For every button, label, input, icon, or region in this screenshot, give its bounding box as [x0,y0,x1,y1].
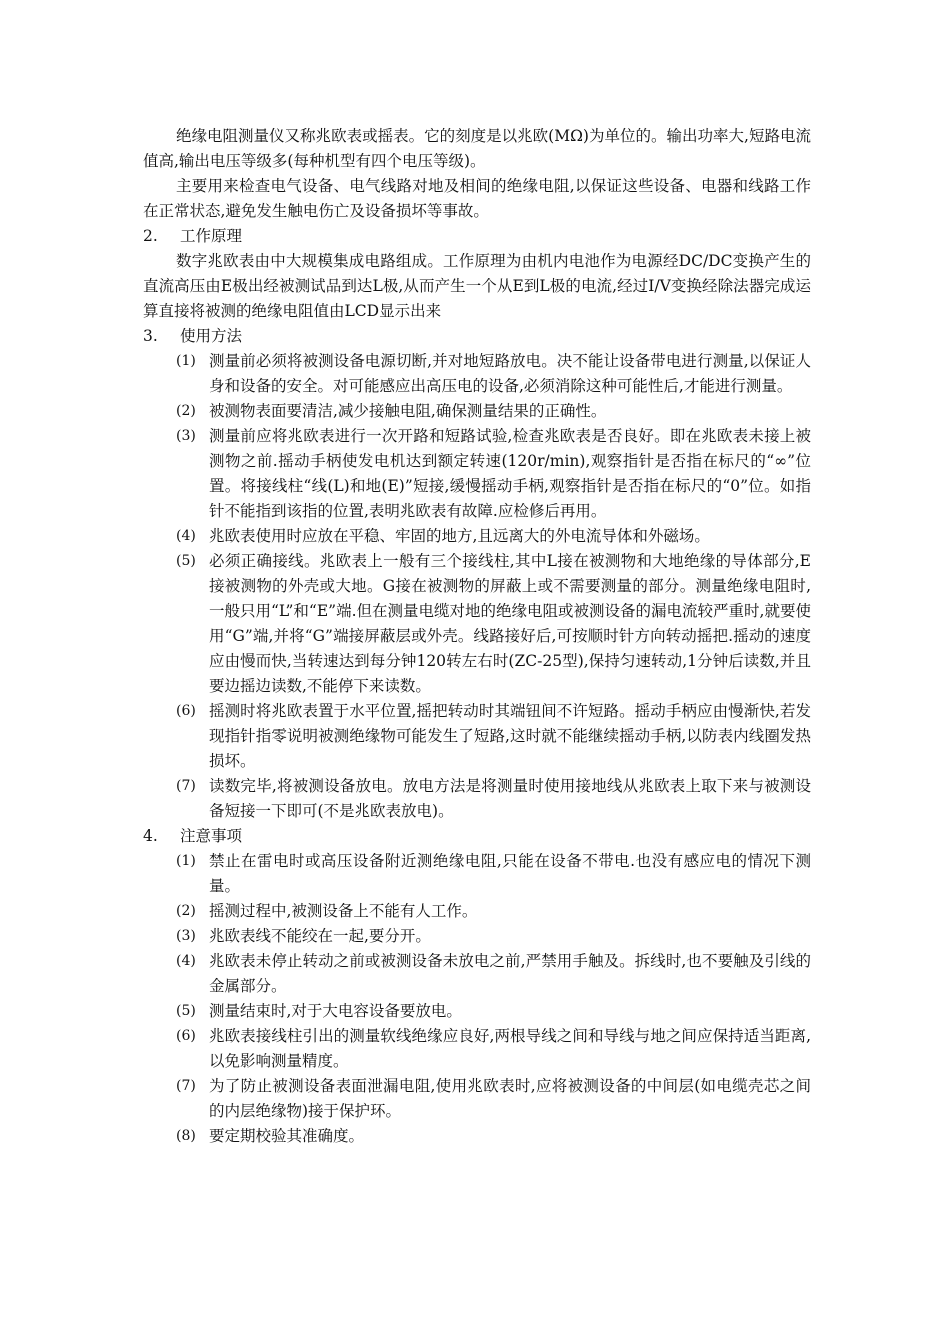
list-item [176,1074,811,1124]
item-text: 测量前应将兆欧表进行一次开路和短路试验,检查兆欧表是否良好。即在兆欧表未接上被测物之前.摇动手柄使发电机达到额定转速(120r/min),观察指针是否指在标尺的“∞”位置。将接线柱“线(L)和地(E)”短接,缓慢摇动手柄,观察指针是否指在标尺的“0”位。如指针不能指到该指的位置,表明兆欧表有故障.应检修后再用。 [209,427,811,520]
section-number: 3. [143,327,158,345]
item-number: (8) [176,1128,196,1144]
item-number: (5) [176,1003,196,1019]
item-number: (7) [176,778,196,794]
item-number: (4) [176,953,196,969]
item-text: 禁止在雷电时或高压设备附近测绝缘电阻,只能在设备不带电.也没有感应电的情况下测量。 [209,852,811,895]
item-number: (6) [176,703,196,719]
item-number: (5) [176,553,196,569]
list-item [176,849,811,899]
section-heading-precautions [143,824,811,849]
list-item [176,699,811,774]
list-item [176,1024,811,1074]
document-page [143,124,811,1149]
item-text: 摇测时将兆欧表置于水平位置,摇把转动时其端钮间不许短路。摇动手柄应由慢渐快,若发现指针指零说明被测绝缘物可能发生了短路,这时就不能继续摇动手柄,以防表内线圈发热损坏。 [209,702,811,770]
item-number: (1) [176,853,196,869]
item-number: (7) [176,1078,196,1094]
list-item [176,549,811,699]
list-item [176,1124,811,1149]
item-text: 兆欧表接线柱引出的测量软线绝缘应良好,两根导线之间和导线与地之间应保持适当距离,以免影响测量精度。 [209,1027,811,1070]
section-title: 使用方法 [180,327,243,345]
list-item [176,949,811,999]
item-text: 兆欧表使用时应放在平稳、牢固的地方,且远离大的外电流导体和外磁场。 [209,527,710,545]
list-item [176,524,811,549]
list-item [176,399,811,424]
precautions-list [143,849,811,1149]
list-item [176,424,811,524]
item-number: (3) [176,428,196,444]
item-text: 测量结束时,对于大电容设备要放电。 [209,1002,462,1020]
list-item [176,774,811,824]
item-number: (2) [176,903,196,919]
item-text: 兆欧表未停止转动之前或被测设备未放电之前,严禁用手触及。拆线时,也不要触及引线的金属部分。 [209,952,811,995]
item-text: 兆欧表线不能绞在一起,要分开。 [209,927,431,945]
item-text: 摇测过程中,被测设备上不能有人工作。 [209,902,478,920]
item-text: 要定期校验其准确度。 [209,1127,365,1145]
section-title: 工作原理 [180,227,243,245]
item-number: (3) [176,928,196,944]
usage-list [143,349,811,824]
section-heading-principle [143,224,811,249]
list-item [176,924,811,949]
section-number: 2. [143,227,158,245]
item-text: 为了防止被测设备表面泄漏电阻,使用兆欧表时,应将被测设备的中间层(如电缆壳芯之间的内层绝缘物)接于保护环。 [209,1077,811,1120]
list-item [176,899,811,924]
intro-paragraph-2: 主要用来检查电气设备、电气线路对地及相间的绝缘电阻,以保证这些设备、电器和线路工作在正常状态,避免发生触电伤亡及设备损坏等事故。 [143,177,811,220]
item-text: 必须正确接线。兆欧表上一般有三个接线柱,其中L接在被测物和大地绝缘的导体部分,E接被测物的外壳或大地。G接在被测物的屏蔽上或不需要测量的部分。测量绝缘电阻时,一般只用“L”和“E”端.但在测量电缆对地的绝缘电阻或被测设备的漏电流较严重时,就要使用“G”端,并将“G”端接屏蔽层或外壳。线路接好后,可按顺时针方向转动摇把.摇动的速度应由慢而快,当转速达到每分钟120转左右时(ZC-25型),保持匀速转动,1分钟后读数,并且要边摇边读数,不能停下来读数。 [209,552,811,695]
principle-paragraph: 数字兆欧表由中大规模集成电路组成。工作原理为由机内电池作为电源经DC/DC变换产生的直流高压由E极出经被测试品到达L极,从而产生一个从E到L极的电流,经过I/V变换经除法器完成运算直接将被测的绝缘电阻值由LCD显示出来 [143,252,811,320]
list-item [176,349,811,399]
item-text: 测量前必须将被测设备电源切断,并对地短路放电。决不能让设备带电进行测量,以保证人身和设备的安全。对可能感应出高压电的设备,必须消除这种可能性后,才能进行测量。 [209,352,811,395]
section-heading-usage [143,324,811,349]
intro-paragraph-1: 绝缘电阻测量仪又称兆欧表或摇表。它的刻度是以兆欧(MΩ)为单位的。输出功率大,短路电流值高,输出电压等级多(每种机型有四个电压等级)。 [143,127,811,170]
section-title: 注意事项 [180,827,243,845]
section-number: 4. [143,827,158,845]
item-text: 被测物表面要清洁,减少接触电阻,确保测量结果的正确性。 [209,402,607,420]
list-item [176,999,811,1024]
item-number: (1) [176,353,196,369]
item-number: (2) [176,403,196,419]
item-number: (6) [176,1028,196,1044]
item-text: 读数完毕,将被测设备放电。放电方法是将测量时使用接地线从兆欧表上取下来与被测设备短接一下即可(不是兆欧表放电)。 [209,777,811,820]
item-number: (4) [176,528,196,544]
